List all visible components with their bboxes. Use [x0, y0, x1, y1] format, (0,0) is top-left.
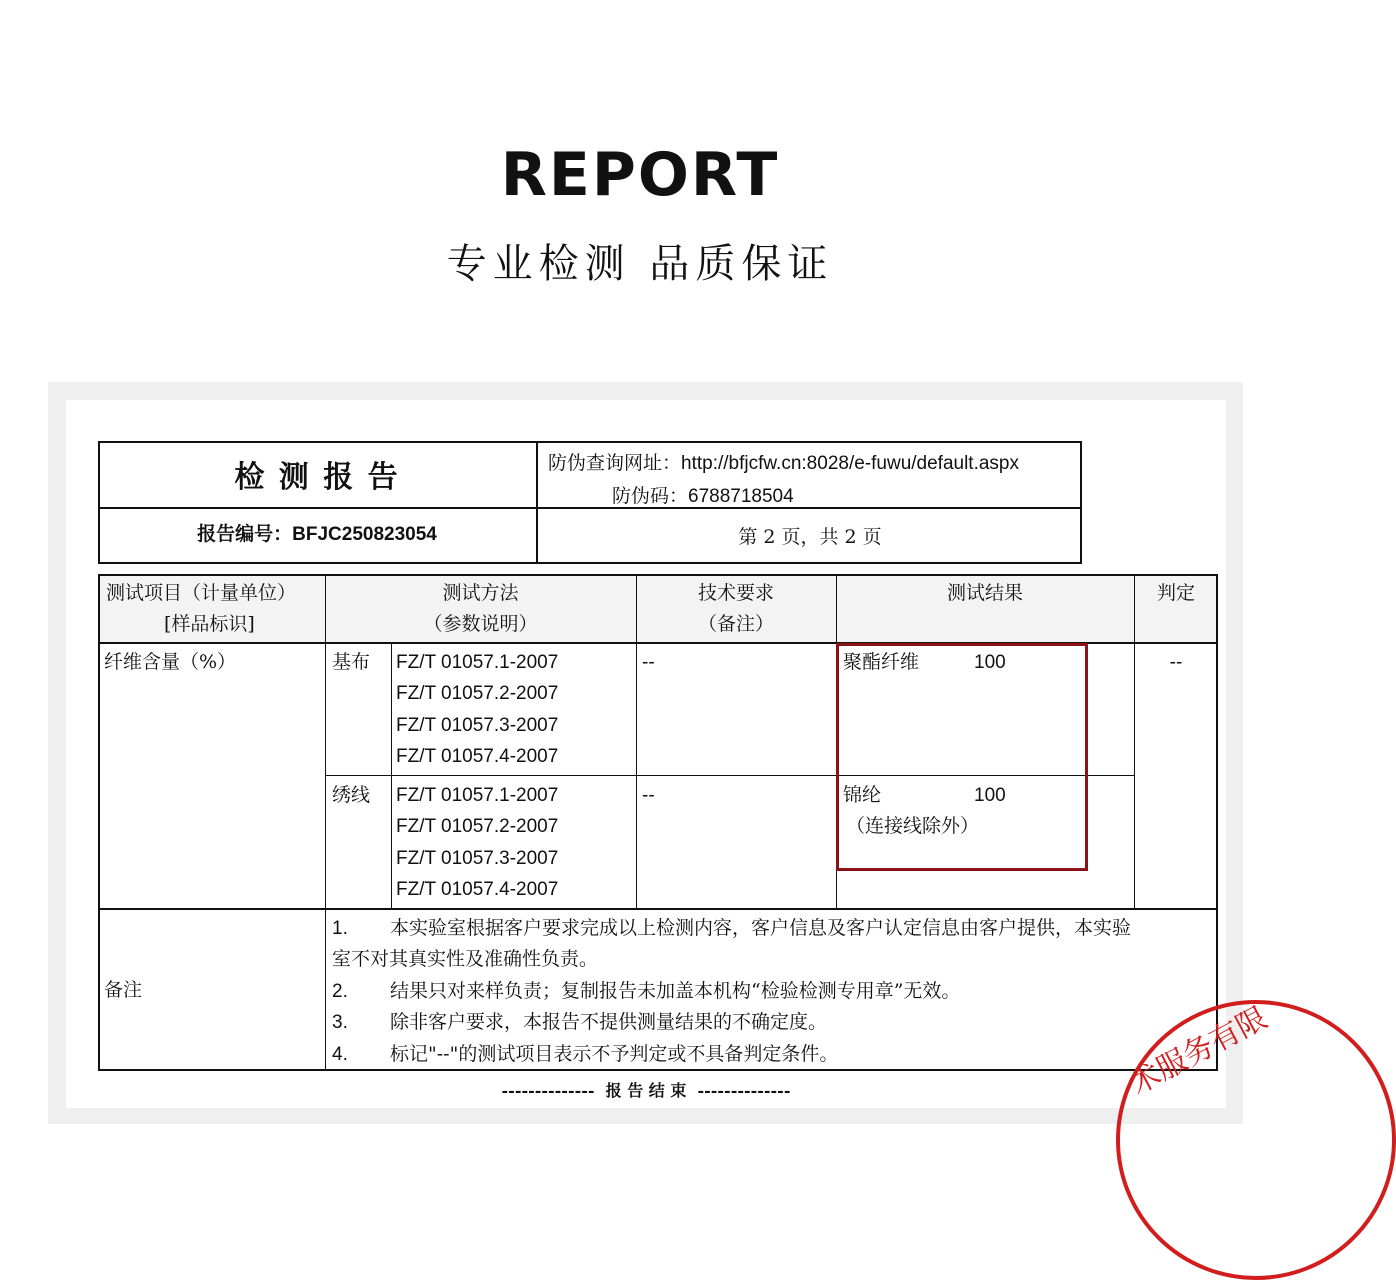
page-info: 第 2 页，共 2 页 [738, 526, 882, 548]
row2-value: 100 [974, 785, 1006, 806]
row1-requirement: -- [642, 652, 655, 673]
stamp-text: 术服务有限 [1124, 1000, 1274, 1102]
anti-fake-code: 6788718504 [688, 486, 794, 507]
row1-method-4: FZ/T 01057.4-2007 [396, 746, 559, 767]
header-judgement: 判定 [1156, 582, 1195, 604]
hero-subtitle: 专业检测 品质保证 [446, 241, 834, 287]
remark-1-num: 1. [332, 918, 348, 939]
header-divider [98, 507, 1082, 509]
header-result: 测试结果 [946, 582, 1023, 604]
row1-value: 100 [974, 652, 1006, 673]
remark-2-text: 结果只对来样负责；复制报告未加盖本机构“检验检测专用章”无效。 [390, 980, 961, 1002]
remark-4-num: 4. [332, 1044, 348, 1065]
remark-1-text: 本实验室根据客户要求完成以上检测内容，客户信息及客户认定信息由客户提供，本实验 [390, 917, 1132, 939]
item-fiber-content: 纤维含量（%） [104, 651, 237, 673]
report-header-title: 检 测 报 告 [234, 460, 400, 495]
row1-method-3: FZ/T 01057.3-2007 [396, 715, 559, 736]
report-end-mark: -------------- 报 告 结 束 -------------- [501, 1081, 791, 1100]
result-highlight-box [836, 643, 1088, 871]
row2-method-4: FZ/T 01057.4-2007 [396, 879, 559, 900]
header-requirement-line2: （备注） [697, 613, 774, 635]
official-stamp [1116, 1000, 1396, 1280]
header-method-line1: 测试方法 [442, 582, 519, 604]
remark-2-num: 2. [332, 981, 348, 1002]
anti-fake-code-line [612, 481, 794, 508]
row2-part: 绣线 [332, 784, 371, 806]
row1-method-2: FZ/T 01057.2-2007 [396, 683, 559, 704]
anti-fake-url-line [548, 448, 1019, 475]
header-method-line2: （参数说明） [423, 613, 538, 635]
anti-fake-url-label: 防伪查询网址： [548, 452, 682, 474]
remarks-label: 备注 [104, 979, 143, 1001]
header-requirement-line1: 技术要求 [697, 582, 774, 604]
report-document [66, 400, 1274, 1108]
remark-1-cont: 室不对其真实性及准确性负责。 [332, 948, 599, 970]
row2-fiber: 锦纶 [843, 784, 882, 806]
anti-fake-code-label: 防伪码： [612, 485, 689, 507]
row2-method-2: FZ/T 01057.2-2007 [396, 816, 559, 837]
row2-method-3: FZ/T 01057.3-2007 [396, 848, 559, 869]
header-item-line2: [样品标识] [164, 613, 255, 635]
report-number-label: 报告编号： [197, 523, 293, 545]
anti-fake-url: http://bfjcfw.cn:8028/e-fuwu/default.aspx [681, 453, 1019, 474]
hero-title: REPORT [500, 140, 780, 210]
row1-fiber: 聚酯纤维 [843, 651, 920, 673]
remark-3-text: 除非客户要求，本报告不提供测量结果的不确定度。 [390, 1011, 828, 1033]
row2-requirement: -- [642, 785, 655, 806]
remark-3-num: 3. [332, 1012, 348, 1033]
report-number: BFJC250823054 [292, 524, 437, 545]
row2-method-1: FZ/T 01057.1-2007 [396, 785, 559, 806]
judgement-value: -- [1169, 652, 1183, 673]
row2-note: （连接线除外） [846, 815, 980, 837]
header-item-line1: 测试项目（计量单位） [106, 582, 297, 604]
remark-4-text: 标记"--"的测试项目表示不予判定或不具备判定条件。 [390, 1043, 839, 1065]
row1-part: 基布 [332, 651, 371, 673]
row1-method-1: FZ/T 01057.1-2007 [396, 652, 559, 673]
report-number-line [98, 519, 536, 546]
